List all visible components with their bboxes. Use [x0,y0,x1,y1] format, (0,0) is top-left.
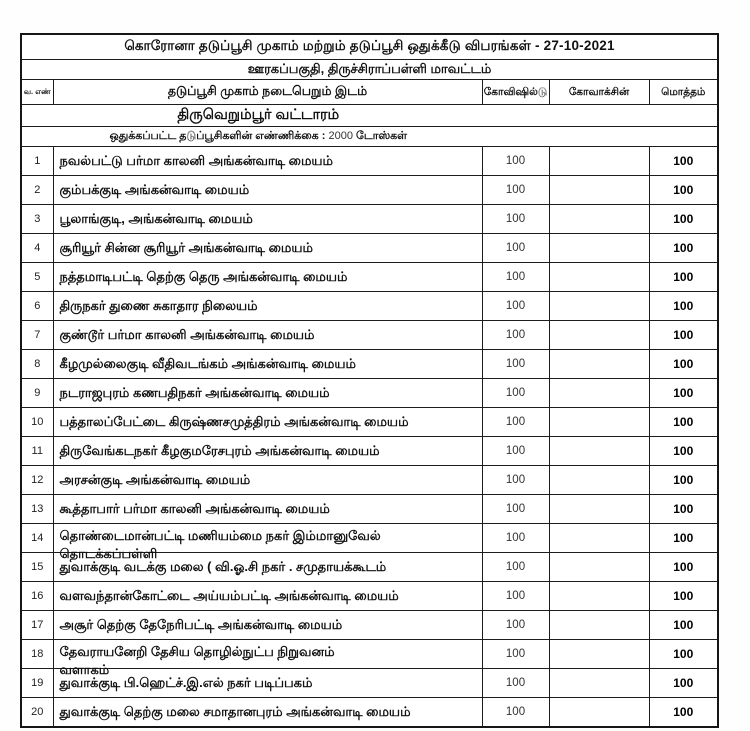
cell-covishield-count: 100 [482,640,549,669]
allocation-summary [22,130,495,144]
cell-covishield-count: 100 [482,495,549,524]
cell-covaxin-count [549,176,649,205]
cell-serial-number: 19 [21,669,53,698]
cell-serial-number: 4 [21,234,53,263]
cell-total-count: 100 [649,669,718,698]
cell-serial-number: 10 [21,408,53,437]
table-row [21,669,718,698]
cell-covaxin-count [549,698,649,728]
cell-covaxin-count [549,263,649,292]
subtitle-row [21,60,718,80]
venue-text: சூரியூர் சின்ன சூரியூர் அங்கன்வாடி மையம் [59,240,313,255]
column-header-total: மொத்தம் [649,80,718,105]
cell-covishield-count: 100 [482,292,549,321]
cell-total-count: 100 [649,640,718,669]
cell-covishield-count: 100 [482,350,549,379]
cell-serial-number: 16 [21,582,53,611]
venue-text-line2: வளாகம் [59,662,110,677]
cell-covishield-count: 100 [482,669,549,698]
cell-venue-name [53,669,482,698]
vaccination-report-document [20,33,719,728]
table-rows [21,147,718,728]
cell-covaxin-count [549,582,649,611]
cell-total-count: 100 [649,321,718,350]
cell-venue-name [53,466,482,495]
venue-text: நடராஜபுரம் கணபதிநகர் அங்கன்வாடி மையம் [59,385,330,400]
section-header-row [21,105,718,127]
cell-total-count: 100 [649,582,718,611]
cell-venue-name [53,379,482,408]
cell-covaxin-count [549,466,649,495]
table-row [21,205,718,234]
cell-total-count: 100 [649,234,718,263]
table-row [21,147,718,176]
table-row [21,292,718,321]
page-title: கொரோனா தடுப்பூசி முகாம் மற்றும் தடுப்பூசி ஒதுக்கீடு விபரங்கள் - 27-10-2021 [124,38,615,53]
cell-covishield-count: 100 [482,437,549,466]
table-row [21,611,718,640]
cell-covishield-count: 100 [482,466,549,495]
venue-text: திருநகர் துணை சுகாதார நிலையம் [59,298,258,313]
cell-total-count: 100 [649,176,718,205]
table-row [21,176,718,205]
allocation-row [21,127,718,147]
cell-serial-number: 11 [21,437,53,466]
cell-covaxin-count [549,495,649,524]
cell-venue-name [53,321,482,350]
cell-covishield-count: 100 [482,234,549,263]
cell-covishield-count: 100 [482,408,549,437]
cell-total-count: 100 [649,495,718,524]
cell-total-count: 100 [649,611,718,640]
allocation-count: 2000 [328,129,353,142]
cell-total-count: 100 [649,147,718,176]
cell-covaxin-count [549,234,649,263]
cell-covishield-count: 100 [482,379,549,408]
venue-text: திருவேங்கடநகர் கீழகுமரேசபுரம் அங்கன்வாடி மையம் [59,443,380,458]
cell-venue-name [53,205,482,234]
cell-total-count: 100 [649,350,718,379]
column-header-row [21,80,718,105]
cell-venue-name [53,176,482,205]
cell-covaxin-count [549,437,649,466]
cell-serial-number: 13 [21,495,53,524]
cell-serial-number: 20 [21,698,53,728]
venue-text: துவாக்குடி தெற்கு மலை சமாதானபுரம் அங்கன்வாடி மையம் [59,704,411,719]
cell-venue-name [53,698,482,728]
venue-text: பூலாங்குடி, அங்கன்வாடி மையம் [59,211,253,226]
cell-total-count: 100 [649,466,718,495]
cell-covaxin-count [549,205,649,234]
cell-serial-number: 15 [21,553,53,582]
table-row [21,524,718,553]
cell-serial-number: 12 [21,466,53,495]
cell-venue-name [53,640,482,677]
cell-covaxin-count [549,147,649,176]
cell-serial-number: 14 [21,524,53,553]
cell-covaxin-count [549,669,649,698]
cell-venue-name [53,263,482,292]
cell-serial-number: 3 [21,205,53,234]
cell-covishield-count: 100 [482,524,549,553]
cell-venue-name [53,611,482,640]
cell-serial-number: 6 [21,292,53,321]
cell-covaxin-count [549,321,649,350]
cell-venue-name [53,147,482,176]
venue-text: தொண்டைமான்பட்டி மணியம்மை நகர் இம்மானுவேல் தொடக்கப்பள்ளி [54,527,482,549]
cell-total-count: 100 [649,205,718,234]
cell-venue-name [53,524,482,561]
cell-total-count: 100 [649,263,718,292]
venue-text-line2: தொடக்கப்பள்ளி [59,546,158,561]
venue-text: குண்டூர் பர்மா காலனி அங்கன்வாடி மையம் [59,327,315,342]
cell-serial-number: 2 [21,176,53,205]
table-row [21,350,718,379]
cell-total-count: 100 [649,437,718,466]
venue-text: கீழமுல்லைகுடி வீதிவடங்கம் அங்கன்வாடி மையம் [59,356,357,371]
table-row [21,640,718,669]
cell-covaxin-count [549,350,649,379]
cell-venue-name [53,234,482,263]
cell-serial-number: 8 [21,350,53,379]
cell-covaxin-count [549,553,649,582]
cell-covaxin-count [549,611,649,640]
table-row [21,321,718,350]
cell-venue-name [53,350,482,379]
cell-serial-number: 5 [21,263,53,292]
cell-covaxin-count [549,640,649,669]
table-row [21,408,718,437]
venue-text: துவாக்குடி பி.ஹெட்ச்.இ.எல் நகர் படிப்பகம் [59,675,313,690]
venue-text: தேவராயனேறி தேசிய தொழில்நுட்ப நிறுவனம் வளாகம் [54,643,482,665]
cell-covaxin-count [549,524,649,553]
venue-text: நத்தமாடிபட்டி தெற்கு தெரு அங்கன்வாடி மையம் [59,269,348,284]
column-header-covishield: கோவிஷில்டு [482,80,549,105]
cell-covaxin-count [549,379,649,408]
page-subtitle: ஊரகப்பகுதி, திருச்சிராப்பள்ளி மாவட்டம் [247,61,492,76]
table-row [21,234,718,263]
cell-venue-name [53,582,482,611]
cell-covishield-count: 100 [482,205,549,234]
cell-total-count: 100 [649,553,718,582]
cell-covishield-count: 100 [482,582,549,611]
cell-total-count: 100 [649,524,718,553]
cell-covaxin-count [549,408,649,437]
venue-text: வளவந்தான்கோட்டை அய்யம்பட்டி அங்கன்வாடி மையம் [59,588,399,603]
cell-covishield-count: 100 [482,611,549,640]
table-row [21,263,718,292]
cell-covishield-count: 100 [482,263,549,292]
cell-covishield-count: 100 [482,176,549,205]
cell-total-count: 100 [649,698,718,728]
cell-covishield-count: 100 [482,698,549,728]
column-header-covaxin: கோவாக்சின் [549,80,649,105]
cell-total-count: 100 [649,379,718,408]
block-name: திருவெறும்பூர் வட்டாரம் [177,106,340,123]
table-row [21,466,718,495]
cell-covaxin-count [549,292,649,321]
venue-text: கும்பக்குடி அங்கன்வாடி மையம் [59,182,250,197]
venue-text: பத்தாலப்பேட்டை கிருஷ்ணசமுத்திரம் அங்கன்வாடி மையம் [59,414,409,429]
table-row [21,379,718,408]
title-row [21,34,718,60]
cell-covishield-count: 100 [482,147,549,176]
venue-text: துவாக்குடி வடக்கு மலை ( வி.ஓ.சி நகர் . சமுதாயக்கூடம் [59,559,387,574]
venue-text: அரசன்குடி அங்கன்வாடி மையம் [59,472,251,487]
cell-venue-name [53,292,482,321]
table-row [21,437,718,466]
column-header-serial: வ. எண் [21,80,53,105]
venue-text: அசூர் தெற்கு தேநேரிபட்டி அங்கன்வாடி மையம் [59,617,343,632]
column-header-venue: தடுப்பூசி முகாம் நடைபெறும் இடம் [53,80,482,105]
cell-covishield-count: 100 [482,321,549,350]
cell-venue-name [53,437,482,466]
table-row [21,698,718,728]
table-row [21,495,718,524]
table-row [21,582,718,611]
cell-serial-number: 9 [21,379,53,408]
cell-covishield-count: 100 [482,553,549,582]
cell-total-count: 100 [649,292,718,321]
venue-text: கூத்தாபார் பர்மா காலனி அங்கன்வாடி மையம் [59,501,330,516]
cell-venue-name [53,495,482,524]
cell-serial-number: 1 [21,147,53,176]
allocation-label: ஒதுக்கப்பட்ட தடுப்பூசிகளின் எண்ணிக்கை : [109,129,326,142]
cell-serial-number: 7 [21,321,53,350]
cell-serial-number: 17 [21,611,53,640]
cell-total-count: 100 [649,408,718,437]
vaccination-table [20,33,719,728]
cell-serial-number: 18 [21,640,53,669]
allocation-unit: டோஸ்கள் [356,129,408,142]
cell-venue-name [53,408,482,437]
venue-text: நவல்பட்டு பர்மா காலனி அங்கன்வாடி மையம் [59,153,334,168]
